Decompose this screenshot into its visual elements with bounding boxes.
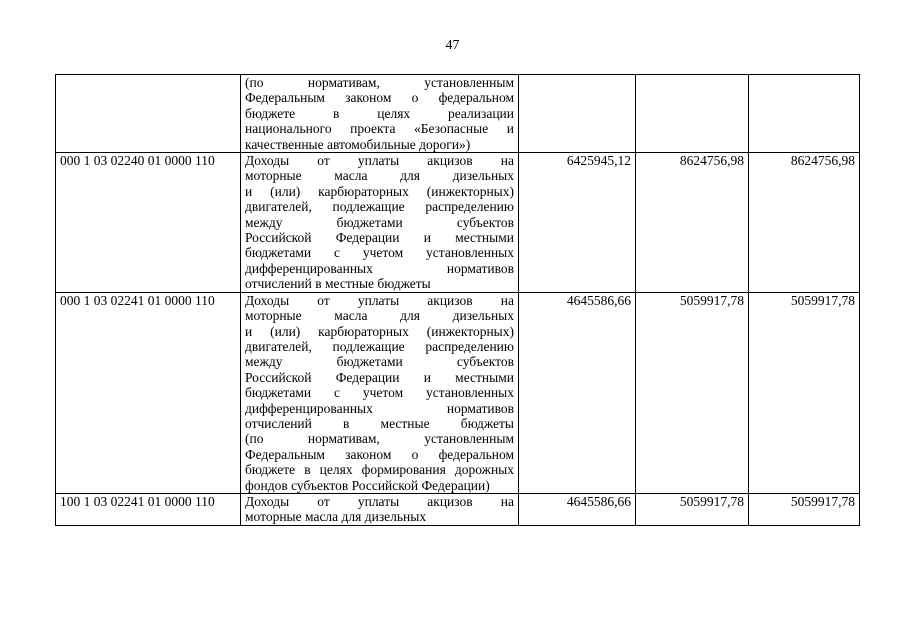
description-line: и (или) карбюраторных (инжекторных) — [245, 183, 514, 199]
budget-classification-code — [56, 75, 241, 153]
revenue-description — [241, 292, 519, 493]
amount-year-2: 5059917,78 — [636, 292, 749, 493]
amount-year-1: 6425945,12 — [519, 153, 636, 293]
description-line: дифференцированных нормативов — [245, 260, 514, 276]
description-line: моторные масла для дизельных — [245, 509, 427, 525]
amount-year-2: 5059917,78 — [636, 493, 749, 525]
description-line: двигателей, подлежащие распределению — [245, 338, 514, 354]
amount-year-2: 8624756,98 — [636, 153, 749, 293]
budget-classification-code: 000 1 03 02241 01 0000 110 — [56, 292, 241, 493]
description-line: Федеральным законом о федеральном — [245, 90, 514, 106]
amount-year-2 — [636, 75, 749, 153]
revenue-description — [241, 153, 519, 293]
description-line: (по нормативам, установленным — [245, 431, 514, 447]
amount-year-3: 8624756,98 — [749, 153, 860, 293]
description-line: отчислений в местные бюджеты — [245, 415, 514, 431]
page-number: 47 — [445, 38, 460, 53]
budget-classification-code: 100 1 03 02241 01 0000 110 — [56, 493, 241, 525]
budget-classification-code: 000 1 03 02240 01 0000 110 — [56, 153, 241, 293]
description-line: отчислений в местные бюджеты — [245, 276, 431, 292]
description-line: дифференцированных нормативов — [245, 400, 514, 416]
amount-year-3: 5059917,78 — [749, 493, 860, 525]
description-line: фондов субъектов Российской Федерации) — [245, 477, 490, 493]
table-row — [56, 493, 860, 525]
description-line: бюджете в целях формирования дорожных — [245, 462, 514, 478]
description-line: Доходы от уплаты акцизов на — [245, 153, 514, 169]
description-line: между бюджетами субъектов — [245, 354, 514, 370]
revenue-description — [241, 75, 519, 153]
description-line: Российской Федерации и местными — [245, 230, 514, 246]
description-line: Российской Федерации и местными — [245, 369, 514, 385]
revenue-description — [241, 493, 519, 525]
amount-year-3 — [749, 75, 860, 153]
description-line: моторные масла для дизельных — [245, 308, 514, 324]
table-row — [56, 75, 860, 153]
description-line: и (или) карбюраторных (инжекторных) — [245, 323, 514, 339]
description-line: бюджетами с учетом установленных — [245, 385, 514, 401]
description-line: Доходы от уплаты акцизов на — [245, 493, 514, 509]
description-line: между бюджетами субъектов — [245, 214, 514, 230]
description-line: Федеральным законом о федеральном — [245, 446, 514, 462]
description-line: качественные автомобильные дороги») — [245, 136, 471, 152]
amount-year-1: 4645586,66 — [519, 493, 636, 525]
description-line: бюджете в целях реализации — [245, 105, 514, 121]
description-line: национального проекта «Безопасные и — [245, 121, 514, 137]
amount-year-3: 5059917,78 — [749, 292, 860, 493]
amount-year-1 — [519, 75, 636, 153]
amount-year-1: 4645586,66 — [519, 292, 636, 493]
table-row — [56, 292, 860, 493]
description-line: (по нормативам, установленным — [245, 75, 514, 90]
description-line: двигателей, подлежащие распределению — [245, 199, 514, 215]
table-row — [56, 153, 860, 293]
description-line: моторные масла для дизельных — [245, 168, 514, 184]
description-line: Доходы от уплаты акцизов на — [245, 292, 514, 308]
description-line: бюджетами с учетом установленных — [245, 245, 514, 261]
table-body — [56, 75, 860, 526]
budget-revenue-table — [55, 74, 860, 526]
